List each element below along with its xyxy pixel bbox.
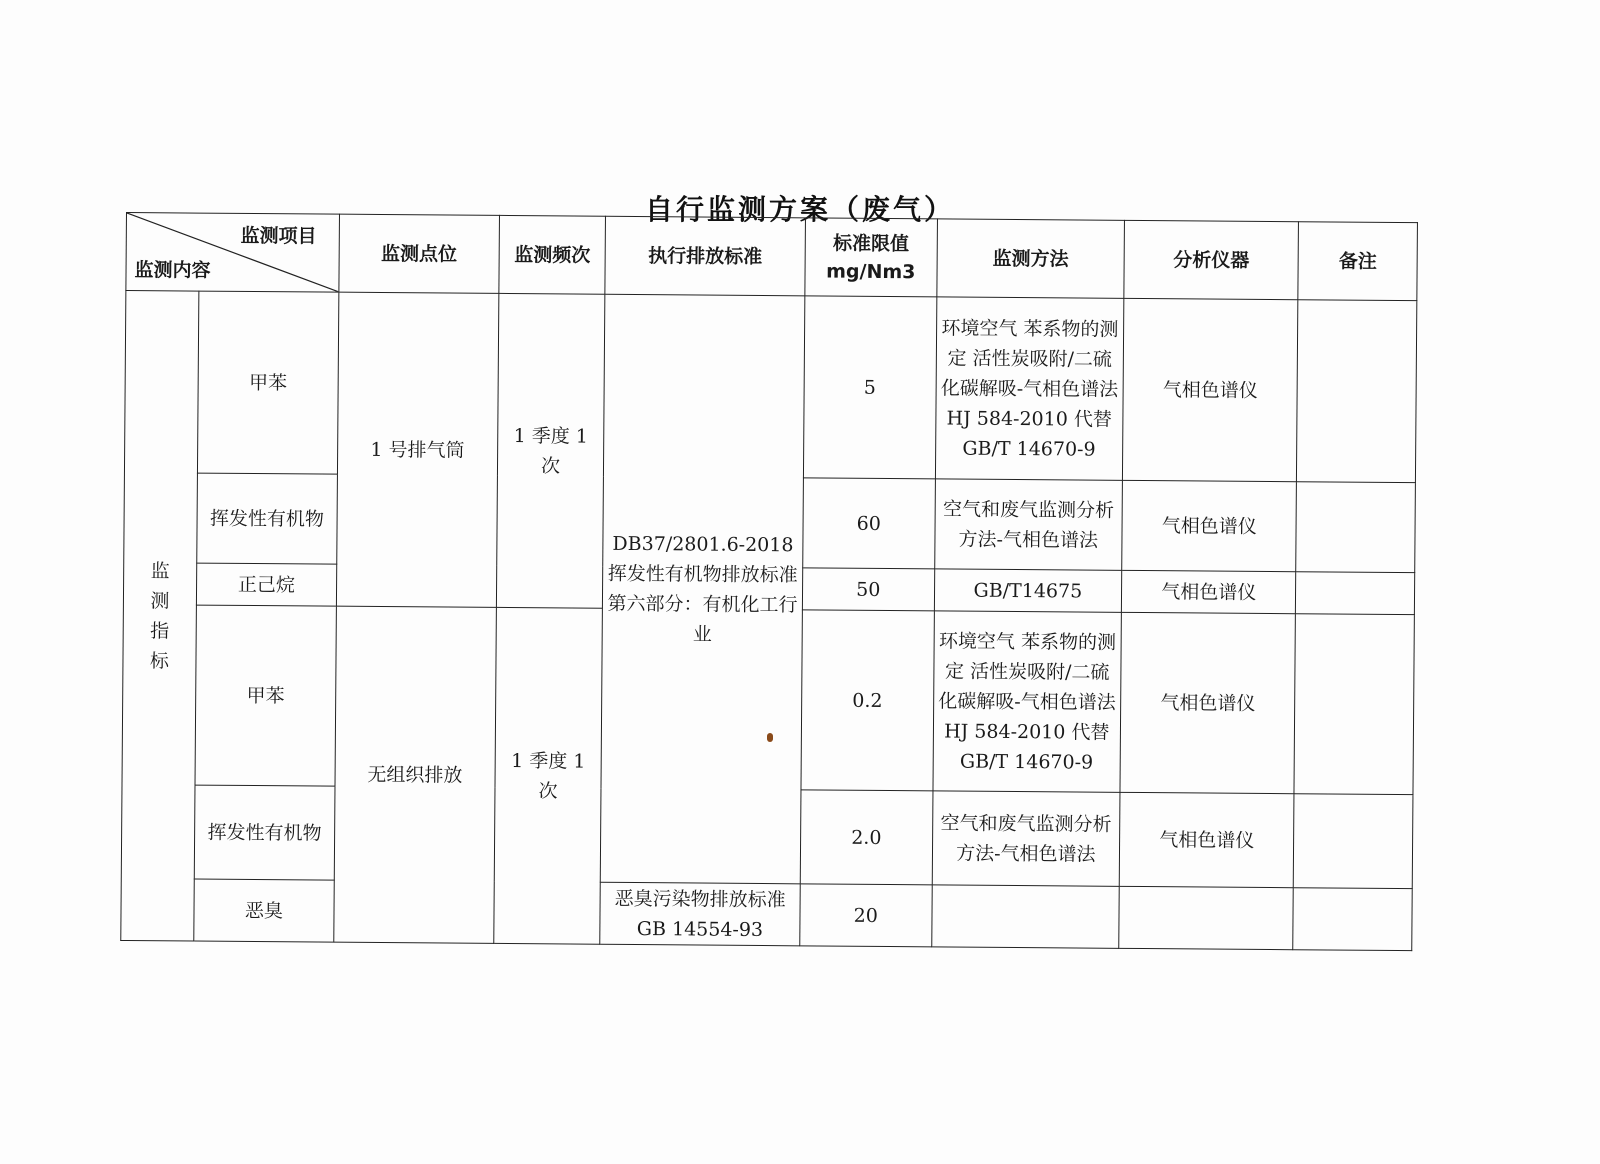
odor-standard-cell: 恶臭污染物排放标准 GB 14554-93 bbox=[600, 882, 800, 946]
instrument-cell bbox=[1119, 886, 1294, 949]
frequency-cell: 1 季度 1 次 bbox=[496, 293, 605, 608]
remark-cell bbox=[1294, 794, 1413, 889]
item-cell: 挥发性有机物 bbox=[197, 473, 338, 564]
item-cell: 挥发性有机物 bbox=[194, 785, 335, 880]
header-item-label: 监测项目 bbox=[240, 224, 317, 248]
item-cell: 甲苯 bbox=[195, 605, 336, 786]
point-cell: 无组织排放 bbox=[334, 606, 497, 943]
category-cell bbox=[121, 291, 199, 942]
method-cell: 空气和废气监测分析方法-气相色谱法 bbox=[932, 791, 1120, 886]
header-row bbox=[126, 213, 1418, 301]
item-cell: 甲苯 bbox=[197, 291, 338, 474]
method-cell bbox=[931, 885, 1119, 948]
remark-cell bbox=[1297, 300, 1417, 483]
header-instrument: 分析仪器 bbox=[1124, 220, 1299, 299]
limit-cell: 50 bbox=[802, 568, 934, 611]
diagonal-header-cell bbox=[126, 213, 339, 293]
remark-cell bbox=[1296, 572, 1415, 615]
remark-cell bbox=[1294, 614, 1414, 795]
header-method: 监测方法 bbox=[936, 219, 1124, 298]
ink-spot bbox=[767, 733, 773, 742]
item-cell: 恶臭 bbox=[194, 879, 334, 942]
method-cell: 环境空气 苯系物的测定 活性炭吸附/二硫化碳解吸-气相色谱法 HJ 584-2010 代替 GB/T 14670-9 bbox=[933, 611, 1122, 792]
instrument-cell: 气相色谱仪 bbox=[1119, 792, 1294, 887]
instrument-cell: 气相色谱仪 bbox=[1120, 612, 1296, 793]
remark-cell bbox=[1293, 888, 1412, 951]
instrument-cell: 气相色谱仪 bbox=[1121, 570, 1296, 613]
header-content-label: 监测内容 bbox=[134, 259, 211, 282]
limit-cell: 20 bbox=[800, 884, 932, 947]
header-point: 监测点位 bbox=[339, 214, 500, 293]
category-char: 监 bbox=[150, 559, 170, 582]
limit-cell: 5 bbox=[803, 296, 936, 479]
standard-cell: DB37/2801.6-2018 挥发性有机物排放标准第六部分：有机化工行业 bbox=[601, 294, 805, 884]
instrument-cell: 气相色谱仪 bbox=[1123, 298, 1299, 481]
limit-cell: 2.0 bbox=[800, 790, 932, 885]
category-char: 指 bbox=[150, 619, 170, 642]
header-frequency: 监测频次 bbox=[499, 215, 606, 294]
category-char: 标 bbox=[149, 649, 170, 672]
header-standard: 执行排放标准 bbox=[605, 216, 805, 296]
remark-cell bbox=[1296, 482, 1415, 573]
table-row bbox=[124, 291, 1416, 483]
method-cell: GB/T14675 bbox=[934, 569, 1122, 612]
limit-cell: 60 bbox=[803, 478, 935, 569]
frequency-cell: 1 季度 1 次 bbox=[494, 607, 603, 944]
category-char: 测 bbox=[150, 589, 170, 612]
monitoring-plan-table bbox=[120, 212, 1418, 951]
item-cell: 正己烷 bbox=[196, 563, 336, 606]
point-cell: 1 号排气筒 bbox=[336, 292, 499, 607]
table-row bbox=[121, 878, 1412, 950]
method-cell: 空气和废气监测分析方法-气相色谱法 bbox=[934, 479, 1122, 570]
instrument-cell: 气相色谱仪 bbox=[1122, 480, 1297, 571]
method-cell: 环境空气 苯系物的测定 活性炭吸附/二硫化碳解吸-气相色谱法 HJ 584-2010 代替 GB/T 14670-9 bbox=[935, 297, 1124, 480]
header-remark: 备注 bbox=[1298, 222, 1417, 301]
header-limit: 标准限值 mg/Nm3 bbox=[805, 218, 937, 297]
limit-cell: 0.2 bbox=[801, 610, 934, 791]
page-title: 自行监测方案（废气） bbox=[644, 193, 955, 226]
